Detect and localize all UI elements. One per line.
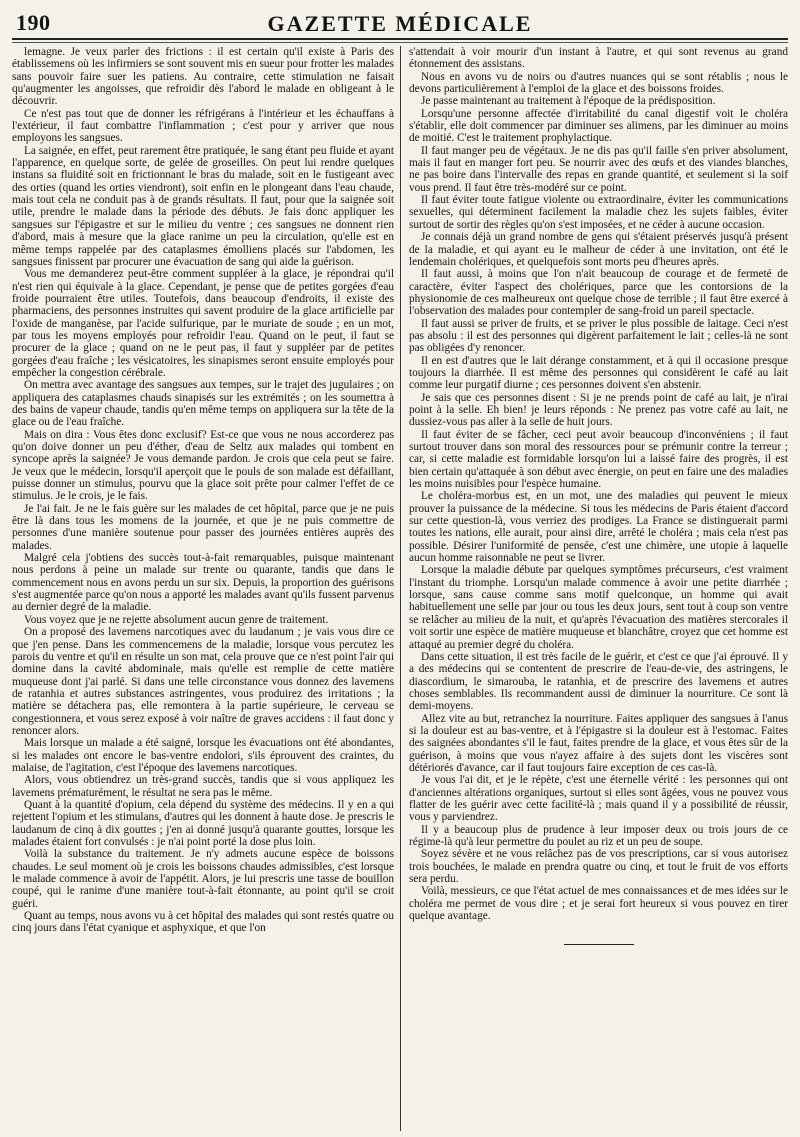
paragraph: Je l'ai fait. Je ne le fais guère sur les malades de cet hôpital, parce que je ne puis être là dans tous les momens de la journée, et que je ne puis commettre de personnes d'une manière soutenue pour passer des journées entières auprès des malades. [12, 502, 394, 552]
paragraph: Il faut éviter de se fâcher, ceci peut avoir beaucoup d'inconvéniens ; il faut surtout trouver dans son moral des ressources pour se prémunir contre la terreur ; car, si cette maladie est formidable lorsqu'on lui a laissé faire des progrès, il est bien certain qu'attaquée à son début avec énergie, on peut en faire une des maladies les moins nuisibles pour l'espèce humaine. [409, 428, 788, 491]
paragraph: Ce n'est pas tout que de donner les réfrigérans à l'intérieur et les échauffans à l'extérieur, il faut combattre l'inflammation ; c'est pour y arriver que nous employons les sangsues. [12, 107, 394, 145]
paragraph: Lorsque la maladie débute par quelques symptômes précurseurs, c'est vraiment l'instant du triomphe. Lorsqu'un malade commence à avoir une petite diarrhée ; lorsque, sans cause comme sans motif quelconque, un homme qui avait habituellement une selle par jour ou tous les deux jours, sent tout à coup son ventre se relâcher au milieu de la nuit, et qu'après l'évacuation des matières stercorales il voit sortir une espèce de matière muqueuse et blanchâtre, croyez que cet homme est attaqué au premier degré du choléra. [409, 564, 788, 651]
page-header [12, 8, 788, 40]
paragraph: Soyez sévère et ne vous relâchez pas de vos prescriptions, car si vous autorisez trois bouchées, le malade en prendra quatre ou cinq, et tout le fruit de vos efforts sera perdu. [409, 848, 788, 886]
journal-title: GAZETTE MÉDICALE [267, 11, 533, 36]
paragraph: On mettra avec avantage des sangsues aux tempes, sur le trajet des jugulaires ; on appliquera des cataplasmes chauds sinapisés sur les extrémités ; on les soumettra à des bains de vapeur chaude, tandis qu'en même temps on appliquera sur la tête de la glace ou de l'eau fraîche. [12, 379, 394, 429]
page-number: 190 [16, 10, 51, 35]
paragraph: La saignée, en effet, peut rarement être pratiquée, le sang étant peu fluide et ayant l'apparence, en quelque sorte, de gelée de groseilles. On peut lui rendre quelques instans sa fluidité soit en frictionnant le bras du malade, soit en le fustigeant avec des orties (quand les orties viendront), soit enfin en le plongeant dans l'eau chaude, mais tout cela ne conduit pas à de grands résultats. Il faut, pour que la saignée soit utile, prendre le malade dans la période des débuts. Je fais donc appliquer les sangsues sur l'épigastre et sur le milieu du ventre ; ces sangsues ne donnent rien d'abord, mais à mesure que la glace ranime un peu la circulation, qu'elle est en même temps rappelée par des cataplasmes émolliens placés sur l'abdomen, les sangsues finissent par procurer une évacuation de sang qui aide la guérison. [12, 144, 394, 268]
right-column [400, 46, 788, 1131]
paragraph: Il faut aussi, à moins que l'on n'ait beaucoup de courage et de fermeté de caractère, éviter l'aspect des cholériques, parce que les contorsions de la physionomie de ces malheureux ont quelque chose de terrible ; il faut être exercé à l'observation des malades pour contempler de sang-froid un pareil spectacle. [409, 268, 788, 318]
paragraph: Il faut aussi se priver de fruits, et se priver le plus possible de laitage. Ceci n'est pas absolu : il est des personnes qui digèrent parfaitement le lait ; celles-là ne sont pas obligées d'y renoncer. [409, 317, 788, 355]
paragraph: Il faut manger peu de végétaux. Je ne dis pas qu'il faille s'en priver absolument, mais il faut en manger fort peu. Se nourrir avec des œufs et des viandes blanches, ne pas boire dans l'intervalle des repas en grande quantité, et seulement si la soif vous prend. Il faut être très-modéré sur ce point. [409, 144, 788, 194]
paragraph: Dans cette situation, il est très facile de le guérir, et c'est ce que j'ai éprouvé. Il y a des médecins qui se contentent de prescrire de l'eau-de-vie, des astringens, le diascordium, le simarouba, le ratanhia, et de prescrire des lavemens et autres choses semblables. Ils recommandent aussi de diminuer la nourriture. Ce sont là demi-moyens. [409, 650, 788, 713]
paragraph: Mais lorsque un malade a été saigné, lorsque les évacuations ont été abondantes, si les malades ont encore le bas-ventre endolori, s'ils éprouvent des craintes, du malaise, de l'agitation, c'est l'époque des lavemens narcotiques. [12, 737, 394, 774]
paragraph: Mais on dira : Vous êtes donc exclusif? Est-ce que vous ne nous accorderez pas qu'on doive donner un peu d'éther, d'eau de Seltz aux malades qui tombent en syncope après la saignée? Je vous demande pardon. Je crois que cela peut se faire. Je veux que le médecin, lorsqu'il aperçoit que le pouls de son malade est défaillant, puisse donner un stimulus, pourvu que la glace soit prête pour calmer l'effet de ce stimulus. Je le crois, je le fais. [12, 428, 394, 503]
paragraph: Voilà la substance du traitement. Je n'y admets aucune espèce de boissons chaudes. Le seul moment où je crois les boissons chaudes admissibles, c'est lorsque le malade commence à avoir de l'appétit. Alors, je lui prescris une tasse de bouillon coupé, qui le ranime d'une manière tout-à-fait étonnante, au point qu'il se croit guéri. [12, 848, 394, 910]
paragraph: Allez vite au but, retranchez la nourriture. Faites appliquer des sangsues à l'anus si la douleur est au bas-ventre, et à l'épigastre si la douleur est à l'estomac. Faites des saignées abondantes s'il le faut, faites prendre de la glace, et vous êtes sûr de la guérison, à moins que vous n'ayez affaire à des sujets dont les viscères sont détériorés d'avance, car il faut toujours faire exception de ces cas-là. [409, 712, 788, 774]
paragraph: Malgré cela j'obtiens des succès tout-à-fait remarquables, puisque maintenant nous perdons à peine un malade sur trente ou quarante, tandis que dans le commencement nous en avons perdu un sur six. Depuis, la proportion des guérisons s'est augmentée parce qu'on nous a apporté les malades avant qu'ils fussent parvenus au dernier degré de la maladie. [12, 552, 394, 614]
paragraph: Voilà, messieurs, ce que l'état actuel de mes connaissances et de mes idées sur le choléra me permet de vous dire ; et je serai fort heureux si vous pouvez en tirer quelque avantage. [409, 885, 788, 923]
end-rule [564, 944, 634, 945]
paragraph: s'attendait à voir mourir d'un instant à l'autre, et qui sont revenus au grand étonnement des assistans. [409, 46, 788, 71]
paragraph: Je vous l'ai dit, et je le répète, c'est une éternelle vérité : les personnes qui ont d'anciennes altérations organiques, surtout si elles sont âgées, vous ne pouvez vous flatter de les guérir avec cette facilité-là ; mais quand il y a possibilité de réussir, vous y parviendrez. [409, 774, 788, 824]
paragraph: Je connais déjà un grand nombre de gens qui s'étaient préservés jusqu'à présent de la maladie, et qui ayant eu le malheur de céder à une invitation, ont été le lendemain cholériques, et quelquefois sont morts peu d'heures après. [409, 231, 788, 268]
paragraph: Il faut éviter toute fatigue violente ou extraordinaire, éviter les communications sexuelles, qui déterminent facilement la maladie chez les sujets faibles, éviter surtout de sortir des règles qu'on s'est imposées, et ne céder à aucune occasion. [409, 194, 788, 231]
paragraph: Nous en avons vu de noirs ou d'autres nuances qui se sont rétablis ; nous le devons particulièrement à l'emploi de la glace et des boissons froides. [409, 70, 788, 96]
paragraph: On a proposé des lavemens narcotiques avec du laudanum ; je vais vous dire ce que j'en pense. Dans les commencemens de la maladie, lorsque vous percutez les parois du ventre et qu'il en résulte un son mat, cela prouve que ce n'est point l'air qui domine dans la cavité abdominale, mais qu'elle est remplie de cette matière muqueuse dont j'ai parlé. Si dans une telle circonstance vous donnez des lavemens de ratanhia et autres substances astringentes, vous produirez des irritations ; la matière se détachera pas, elle remontera à la partie supérieure, le cerveau se congestionnera, et vous serez exposé à voir naître de graves accidens : il faut donc y renoncer alors. [12, 626, 394, 737]
paragraph: Alors, vous obtiendrez un très-grand succès, tandis que si vous appliquez les lavemens prématurément, le résultat ne sera pas le même. [12, 774, 394, 799]
paragraph: Vous me demanderez peut-être comment suppléer à la glace, je répondrai qu'il n'est rien qui équivale à la glace. Cependant, je pense que de petites gorgées d'eau froide pourraient être utiles. Toutefois, dans beaucoup d'endroits, il existe des pharmaciens, des personnes instruites qui savent produire de la glace artificielle par l'oxide de manganèse, par l'acide sulfurique, par le muriate de soude ; en un mot, par tous les moyens employés pour refroidir l'eau. Quand on le peut, il faut se procurer de la glace ; quand on ne le peut pas, il faut y suppléer par de petites gorgées d'eau fraîche ; les vésicatoires, les sinapismes seront ensuite employés pour empêcher la congestion cérébrale. [12, 268, 394, 379]
text-columns [12, 46, 788, 1131]
paragraph: Il y a beaucoup plus de prudence à leur imposer deux ou trois jours de ce régime-là qu'à leur permettre du poulet au riz et un peu de soupe. [409, 823, 788, 848]
paragraph: Lorsqu'une personne affectée d'irritabilité du canal digestif voit le choléra s'établir, elle doit commencer par diminuer ses alimens, par les diminuer au moins de moitié. C'est le traitement prophylactique. [409, 107, 788, 145]
paragraph: Le choléra-morbus est, en un mot, une des maladies qui peuvent le mieux prouver la puissance de la médecine. Si tous les médecins de Paris étaient d'accord sur cette question-là, vous verriez des prodiges. La France se distinguerait parmi toutes les nations, elle aurait, pour ainsi dire, arrêté le choléra ; mais cela n'est pas possible. Désirer l'uniformité de pensée, c'est une chimère, une utopie à laquelle aucun homme raisonnable ne peut se livrer. [409, 490, 788, 565]
paragraph: Vous voyez que je ne rejette absolument aucun genre de traitement. [24, 613, 329, 626]
header-double-rule [12, 42, 788, 43]
paragraph: Quant au temps, nous avons vu à cet hôpital des malades qui sont restés quatre ou cinq jours dans l'état cyanique et asphyxique, et que l'on [12, 910, 394, 935]
left-column [12, 46, 400, 1131]
paragraph: Quant à la quantité d'opium, cela dépend du système des médecins. Il y en a qui rejettent l'opium et les stimulans, d'autres qui les donnent à haute dose. Je prescris le laudanum de cinq à dix gouttes ; j'en ai donné jusqu'à quarante gouttes, lorsque les malades étaient fort convulsés : je n'ai point porté la dose plus loin. [12, 798, 394, 848]
paragraph: Je passe maintenant au traitement à l'époque de la prédisposition. [421, 95, 716, 108]
paragraph: lemagne. Je veux parler des frictions : il est certain qu'il existe à Paris des établissemens où les infirmiers se sont souvent mis en sueur pour frotter les malades sans pouvoir faire suer les patiens. Au contraire, cette stimulation ne faisait qu'augmenter les angoisses, que refroidir dès l'abord le malade en obligeant à le découvrir. [12, 46, 394, 108]
paragraph: Je sais que ces personnes disent : Si je ne prends point de café au lait, je n'irai point à la selle. Eh bien! je leurs réponds : Ne prenez pas votre café au lait, ne dussiez-vous pas aller à la selle de huit jours. [409, 391, 788, 429]
paragraph: Il en est d'autres que le lait dérange constamment, et à qui il occasione presque toujours la diarrhée. Il est même des personnes qui considèrent le café au lait comme leur purgatif diurne ; ces personnes doivent s'en abstenir. [409, 354, 788, 392]
